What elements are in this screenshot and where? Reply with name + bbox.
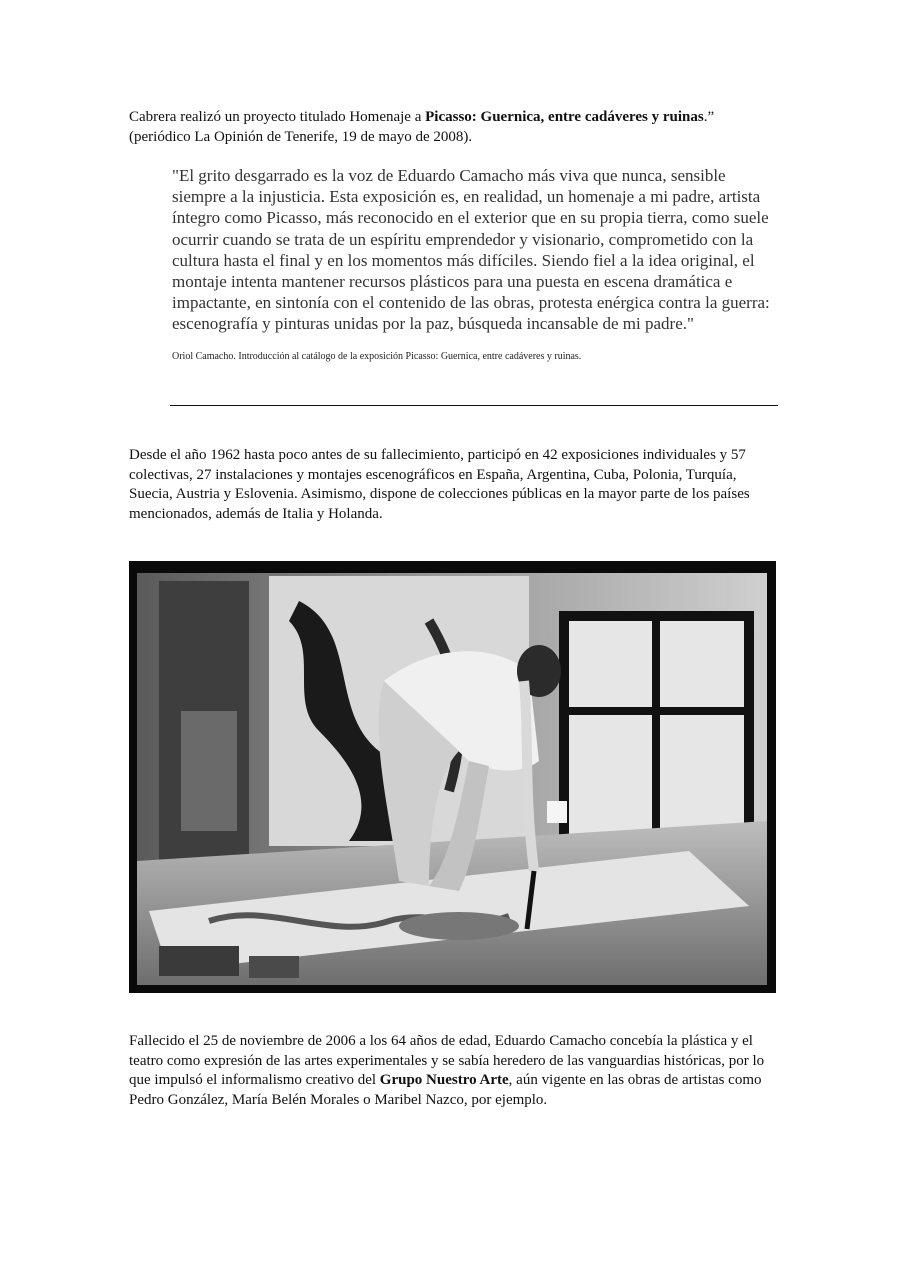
- quote-source: Oriol Camacho. Introducción al catálogo de la exposición Picasso: Guernica, entre cadáveres y ruinas.: [172, 350, 582, 362]
- bio-text-after: , aún vigente en las obras de artistas como Pedro González, María Belén Morales o Maribel Nazco, por ejemplo.: [129, 1072, 762, 1108]
- biography-paragraph: [129, 1032, 779, 1110]
- blockquote: [172, 165, 782, 363]
- bio-text-before: Fallecido el 25 de noviembre de 2006 a los 64 años de edad, Eduardo Camacho concebía la plástica y el teatro como expresión de las artes experimentales y se sabía heredero de las vanguardias históricas, por lo que impulsó el informalismo creativo del: [129, 1033, 765, 1088]
- group-name: Grupo Nuestro Arte: [379, 1072, 509, 1088]
- intro-text-after: .” (periódico La Opinión de Tenerife, 19 de mayo de 2008).: [129, 109, 715, 145]
- exhibitions-paragraph: Desde el año 1962 hasta poco antes de su fallecimiento, participó en 42 exposiciones individuales y 57 colectivas, 27 instalaciones y montajes escenográficos en España, Argentina, Cuba, Polonia, Turquía, Suecia, Austria y Eslovenia. Asimismo, dispone de colecciones públicas en la mayor parte de los países mencionados, además de Italia y Holanda.: [129, 447, 750, 522]
- intro-paragraph: [129, 108, 779, 147]
- intro-text-before: Cabrera realizó un proyecto titulado Homenaje a: [129, 109, 426, 125]
- quote-text: "El grito desgarrado es la voz de Eduardo Camacho más viva que nunca, sensible siempre a la injusticia. Esta exposición es, en realidad, un homenaje a mi padre, artista íntegro como Picasso, más reconocido en el exterior que en su propia tierra, como suele ocurrir cuando se trata de un espíritu emprendedor y visionario, comprometido con la cultura hasta el final y en los momentos más difíciles. Siendo fiel a la idea original, el montaje intenta mantener recursos plásticos para una puesta en escena dramática e impactante, en sintonía con el contenido de las obras, protesta enérgica contra la guerra: escenografía y pinturas unidas por la paz, búsqueda incansable de mi padre.": [172, 166, 770, 334]
- artist-painting-photo: [129, 561, 776, 993]
- intro-exhibition-title: Picasso: Guernica, entre cadáveres y ruinas: [425, 109, 704, 125]
- quote-divider: [170, 405, 778, 406]
